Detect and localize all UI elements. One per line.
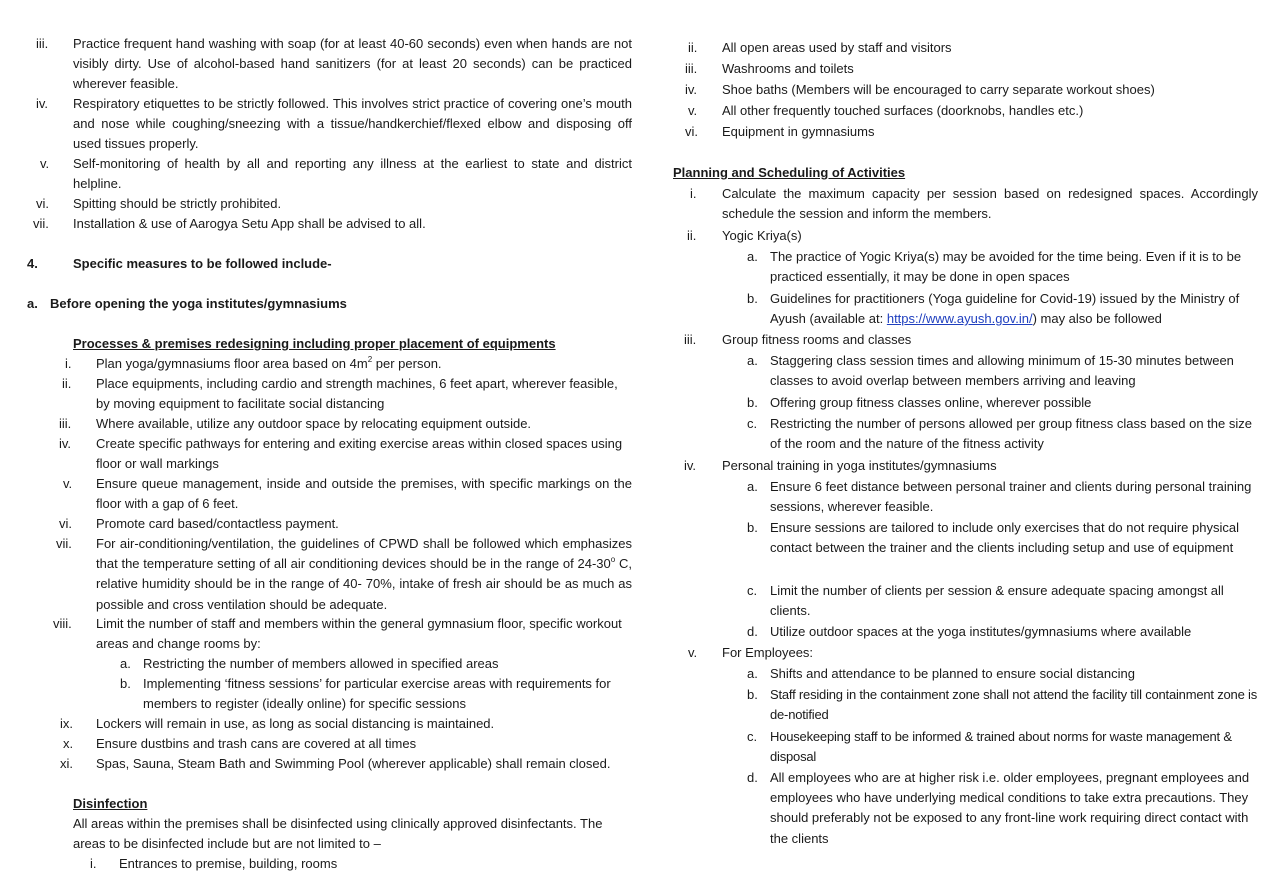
list-number: ii. [688, 40, 698, 55]
sublist-item: Offering group fitness classes online, wherever possible [770, 395, 1092, 410]
sublist-letter: b. [120, 676, 131, 691]
list-number: ii. [62, 376, 72, 391]
item-text: per person. [372, 356, 442, 371]
sublist-item [770, 289, 1260, 329]
section-heading: Specific measures to be followed include- [73, 256, 332, 271]
sublist-item: Ensure sessions are tailored to include only exercises that do not require physical contact between the trainer and the clients including setup and use of equipment [770, 520, 1239, 556]
subsection-heading: Before opening the yoga institutes/gymnasiums [50, 296, 347, 311]
list-item: Shoe baths (Members will be encouraged to carry separate workout shoes) [722, 82, 1155, 97]
list-number: iv. [684, 458, 697, 473]
sublist-item: Staggering class session times and allowing minimum of 15-30 minutes between classes to avoid overlap between members arriving and leaving [770, 353, 1234, 389]
sublist-item: Shifts and attendance to be planned to ensure social distancing [770, 666, 1135, 681]
sublist-letter: b. [747, 395, 758, 410]
disinfection-heading: Disinfection [73, 796, 148, 811]
list-number: vii. [33, 216, 49, 231]
list-item: Group fitness rooms and classes [722, 332, 912, 347]
sublist-letter: a. [747, 479, 758, 494]
list-item: Practice frequent hand washing with soap (for at least 40-60 seconds) even when hands are not visibly dirty. Use of alcohol-based hand sanitizers (for at least 20 seconds) can be practiced wherever feasible. [73, 36, 632, 92]
disinfection-intro: All areas within the premises shall be disinfected using clinically approved disinfectants. The areas to be disinfected include but are not limited to – [73, 816, 603, 852]
list-item: Calculate the maximum capacity per session based on redesigned spaces. Accordingly schedule the session and inform the members. [722, 186, 1258, 222]
list-number: iii. [59, 416, 72, 431]
list-number: i. [65, 356, 72, 371]
sublist-letter: d. [747, 624, 758, 639]
list-item: Entrances to premise, building, rooms [119, 856, 338, 871]
list-number: v. [40, 156, 50, 171]
sublist-letter: a. [747, 353, 758, 368]
list-number: vi. [685, 124, 698, 139]
list-item [96, 354, 632, 374]
list-item: Yogic Kriya(s) [722, 228, 802, 243]
list-item: Ensure queue management, inside and outside the premises, with specific markings on the floor with a gap of 6 feet. [96, 476, 632, 512]
list-item: Installation & use of Aarogya Setu App shall be advised to all. [73, 216, 426, 231]
list-item: Equipment in gymnasiums [722, 124, 875, 139]
sublist-letter: b. [747, 520, 758, 535]
list-number: iv. [36, 96, 49, 111]
item-text: Guidelines for practitioners (Yoga guideline for Covid-19) issued by the Ministry of Ayush (available at: [770, 291, 1240, 327]
list-number: iii. [36, 36, 49, 51]
sublist-letter: a. [120, 656, 131, 671]
item-text: Plan yoga/gymnasiums floor area based on 4m [96, 356, 368, 371]
list-number: ix. [60, 716, 73, 731]
list-number: iii. [684, 332, 697, 347]
list-item: All other frequently touched surfaces (doorknobs, handles etc.) [722, 103, 1084, 118]
item-text: For air-conditioning/ventilation, the guidelines of CPWD shall be followed which emphasizes that the temperature setting of all air conditioning devices should be in the range of 24-30 [96, 536, 632, 572]
list-number: v. [688, 103, 698, 118]
list-number: xi. [60, 756, 73, 771]
sublist-letter: a. [747, 666, 758, 681]
sublist-item: All employees who are at higher risk i.e. older employees, pregnant employees and employees who have underlying medical conditions to take extra precautions. They should preferably not be exposed to any front-line work requiring direct contact with the clients [770, 770, 1250, 846]
sublist-item: Staff residing in the containment zone shall not attend the facility till containment zone is de-notified [770, 687, 1258, 723]
subsection-letter: a. [27, 296, 38, 311]
list-number: viii. [53, 616, 72, 631]
sublist-item: Ensure 6 feet distance between personal trainer and clients during personal training sessions, wherever feasible. [770, 479, 1252, 515]
section-number: 4. [27, 256, 38, 271]
list-item: For Employees: [722, 645, 814, 660]
list-number: iv. [59, 436, 72, 451]
list-number: iv. [685, 82, 698, 97]
list-item: Limit the number of staff and members within the general gymnasium floor, specific workout areas and change rooms by: [96, 616, 622, 652]
list-number: v. [63, 476, 73, 491]
processes-heading: Processes & premises redesigning including proper placement of equipments [73, 336, 556, 351]
sublist-item: Limit the number of clients per session & ensure adequate spacing amongst all clients. [770, 583, 1224, 619]
sublist-letter: d. [747, 770, 758, 785]
list-item: Place equipments, including cardio and strength machines, 6 feet apart, wherever feasible, by moving equipment to facilitate social distancing [96, 376, 618, 412]
list-item: Where available, utilize any outdoor space by relocating equipment outside. [96, 416, 532, 431]
item-text: ) may also be followed [1032, 311, 1162, 327]
list-number: v. [688, 645, 698, 660]
list-number: i. [690, 186, 697, 201]
sublist-item: Restricting the number of persons allowed per group fitness class based on the size of the room and the nature of the fitness activity [770, 416, 1252, 452]
list-item: Personal training in yoga institutes/gymnasiums [722, 458, 997, 473]
list-item: Ensure dustbins and trash cans are covered at all times [96, 736, 417, 751]
sublist-item: Utilize outdoor spaces at the yoga institutes/gymnasiums where available [770, 624, 1192, 639]
sublist-letter: a. [747, 249, 758, 264]
superscript: o [610, 554, 616, 564]
sublist-item: Implementing ‘fitness sessions’ for particular exercise areas with requirements for members to register (ideally online) for specific sessions [143, 676, 611, 712]
list-item: Promote card based/contactless payment. [96, 516, 339, 531]
sublist-letter: b. [747, 291, 758, 306]
list-item: All open areas used by staff and visitors [722, 40, 952, 55]
sublist-item: Restricting the number of members allowed in specified areas [143, 656, 499, 671]
sublist-item: The practice of Yogic Kriya(s) may be avoided for the time being. Even if it is to be practiced essentially, it may be done in open spaces [770, 249, 1242, 285]
list-item: Washrooms and toilets [722, 61, 854, 76]
sublist-letter: b. [747, 687, 758, 702]
list-number: iii. [685, 61, 698, 76]
list-item: Respiratory etiquettes to be strictly followed. This involves strict practice of covering one’s mouth and nose while coughing/sneezing with a tissue/handkerchief/flexed elbow and disposing off used tissues properly. [73, 96, 632, 152]
list-number: ii. [687, 228, 697, 243]
sublist-item: Housekeeping staff to be informed & trained about norms for waste management & disposal [770, 729, 1232, 765]
list-number: vii. [56, 536, 72, 551]
list-number: x. [63, 736, 74, 751]
sublist-letter: c. [747, 583, 758, 598]
list-number: i. [90, 856, 97, 871]
list-item: Lockers will remain in use, as long as social distancing is maintained. [96, 716, 495, 731]
sublist-letter: c. [747, 416, 758, 431]
ayush-link[interactable]: https://www.ayush.gov.in/ [886, 311, 1033, 327]
list-item [96, 534, 632, 615]
list-item: Spas, Sauna, Steam Bath and Swimming Pool (wherever applicable) shall remain closed. [96, 756, 611, 771]
list-item: Create specific pathways for entering and exiting exercise areas within closed spaces using floor or wall markings [96, 436, 623, 472]
list-item: Self-monitoring of health by all and reporting any illness at the earliest to state and district helpline. [73, 156, 632, 192]
list-item: Spitting should be strictly prohibited. [73, 196, 282, 211]
list-number: vi. [36, 196, 49, 211]
superscript: 2 [367, 354, 373, 364]
sublist-letter: c. [747, 729, 758, 744]
item-text: C, relative humidity should be in the range of 40- 70%, intake of fresh air should be as much as possible and cross ventilation should be adequate. [96, 556, 632, 612]
planning-heading: Planning and Scheduling of Activities [673, 165, 906, 180]
list-number: vi. [59, 516, 72, 531]
